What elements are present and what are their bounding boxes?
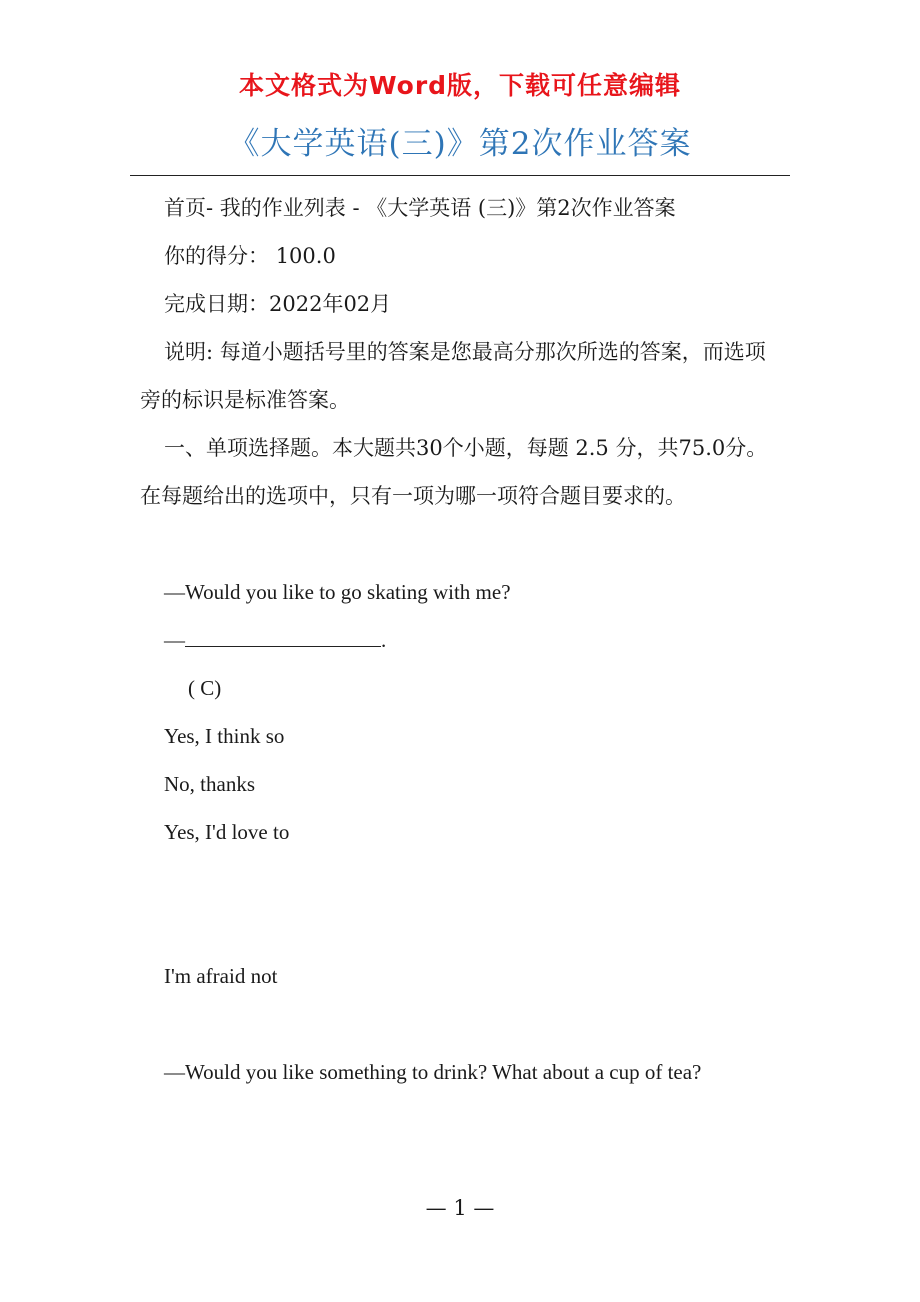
document-title: 《大学英语(三)》第2次作业答案 bbox=[228, 126, 692, 162]
title-divider bbox=[130, 175, 790, 176]
date-line bbox=[140, 280, 780, 328]
question-1-option: No, thanks bbox=[164, 772, 255, 796]
instructions-note: 说明: 每道小题括号里的答案是您最高分那次所选的答案，而选项旁的标识是标准答案。 bbox=[140, 340, 766, 412]
answer-blank bbox=[185, 626, 381, 647]
question-1-option: I'm afraid not bbox=[164, 964, 278, 988]
question-1-option: Yes, I'd love to bbox=[164, 820, 290, 844]
response-period: . bbox=[381, 628, 387, 652]
date-label: 完成日期： bbox=[164, 292, 269, 316]
document-body bbox=[140, 184, 780, 1096]
date-value: 2022年02月 bbox=[269, 292, 392, 316]
question-1-option: Yes, I think so bbox=[164, 724, 285, 748]
question-1-prompt: —Would you like to go skating with me? bbox=[164, 580, 511, 604]
format-banner: 本文格式为Word版，下载可任意编辑 bbox=[238, 71, 682, 100]
score-label: 你的得分： bbox=[164, 244, 269, 268]
response-dash: — bbox=[164, 628, 185, 652]
score-value: 100.0 bbox=[275, 244, 336, 268]
section-heading: 一、单项选择题。本大题共30个小题，每题 2.5 分，共75.0分。在每题给出的选项中，只有一项为哪一项符合题目要求的。 bbox=[140, 436, 768, 508]
page-number: — 1 — bbox=[425, 1196, 495, 1220]
question-2-prompt: —Would you like something to drink? What about a cup of tea? bbox=[164, 1060, 702, 1084]
breadcrumb: 首页- 我的作业列表 - 《大学英语 (三)》第2次作业答案 bbox=[164, 196, 676, 220]
score-line bbox=[140, 232, 780, 280]
question-1-response bbox=[140, 616, 780, 664]
question-1-answer: ( C) bbox=[188, 676, 222, 700]
